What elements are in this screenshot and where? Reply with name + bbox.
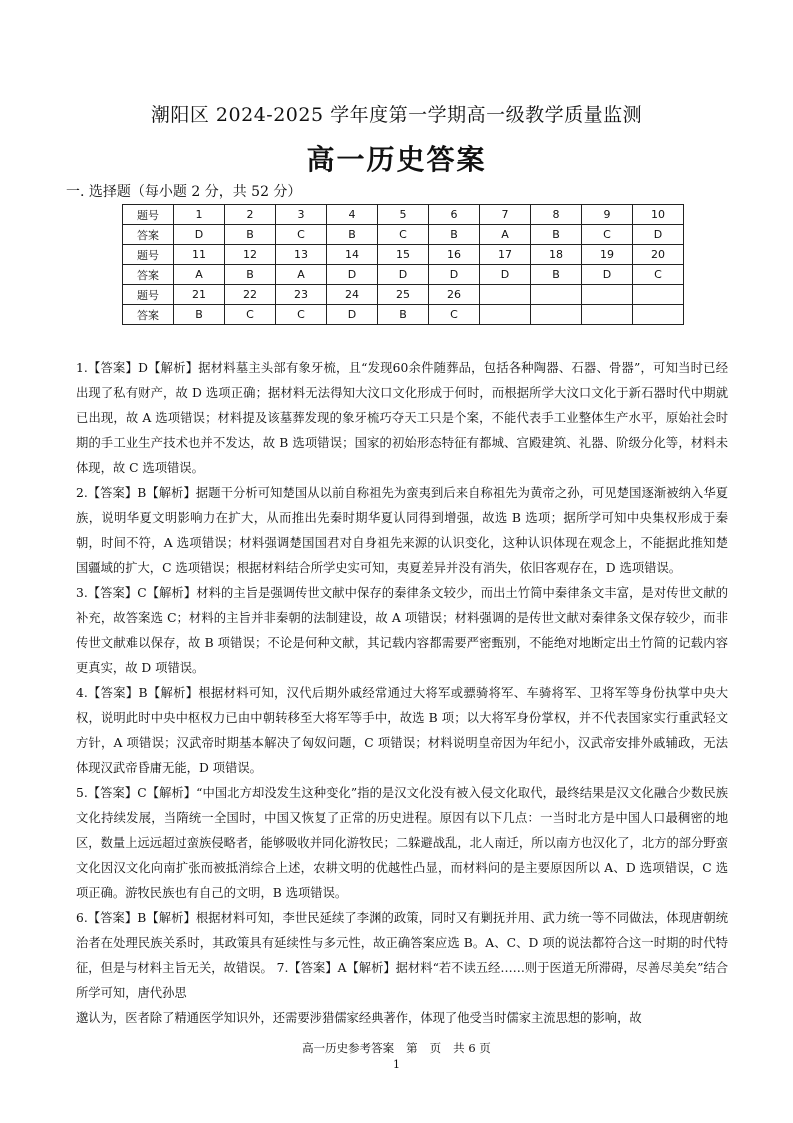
table-row [123,285,684,305]
question-number-cell: 10 [633,205,684,225]
question-label-cell: 题号 [123,205,174,225]
answer-table [122,204,684,325]
answer-cell: C [633,265,684,285]
question-number-cell: 26 [429,285,480,305]
question-number-cell: 15 [378,245,429,265]
footer-total: 共 6 页 [453,1041,491,1055]
question-number-cell [582,285,633,305]
answer-cell: D [174,225,225,245]
question-number-cell [480,285,531,305]
table-row [123,205,684,225]
question-number-cell: 9 [582,205,633,225]
document-subtitle: 高一历史答案 [306,143,487,176]
answer-cell: B [225,265,276,285]
answer-cell: D [327,305,378,325]
answer-cell: A [276,265,327,285]
question-label-cell: 题号 [123,285,174,305]
table-row [123,305,684,325]
explanation-paragraph: 6.【答案】B【解析】根据材料可知，李世民延续了李渊的政策，同时又有剿抚并用、武力统一等不同做法，体现唐朝统治者在处理民族关系时，其政策具有延续性与多元性，故正确答案应选 B。A、C、D 项的说法都符合这一时期的时代特征，但是与材料主旨无关，故错误。 7.【答案】A【解析】据材料“若不读五经……则于医道无所滞碍，尽善尽美矣”结合所学可知，唐代孙思 [76,911,728,1000]
answer-cell: D [582,265,633,285]
page-number: 1 [393,1058,400,1071]
footer-title: 高一历史参考答案 [302,1041,395,1055]
question-number-cell: 13 [276,245,327,265]
footer-di: 第 [406,1041,418,1055]
answer-cell: C [276,305,327,325]
explanation-paragraph: 5.【答案】C【解析】“中国北方却没发生这种变化”指的是汉文化没有被入侵文化取代，最终结果是汉文化融合少数民族文化持续发展，当隋统一全国时，中国又恢复了正常的历史进程。原因有以下几点：一当时北方是中国人口最稠密的地区，数量上远远超过蛮族侵略者，能够吸收并同化游牧民；二躲避战乱，北人南迁，所以南方也汉化了，北方的部分野蛮文化因汉文化向南扩张而被抵消综合上述，农耕文明的优越性凸显，而材料问的是主要原因所以 A、D 选项错误，C 选项正确。游牧民族也有自己的文明，B 选项错误。 [76,786,728,900]
answer-cell: D [429,265,480,285]
answer-cell: A [174,265,225,285]
answer-cell: C [378,225,429,245]
question-number-cell: 2 [225,205,276,225]
answer-cell: D [633,225,684,245]
page-footer [0,1040,793,1056]
answer-label-cell: 答案 [123,265,174,285]
answer-cell: B [174,305,225,325]
answer-cell: C [582,225,633,245]
question-number-cell: 20 [633,245,684,265]
question-number-cell: 23 [276,285,327,305]
footer-ye: 页 [429,1041,442,1055]
question-number-cell: 4 [327,205,378,225]
answer-cell [531,305,582,325]
question-number-cell: 25 [378,285,429,305]
table-row [123,225,684,245]
question-number-cell: 3 [276,205,327,225]
question-number-cell: 22 [225,285,276,305]
question-number-cell: 18 [531,245,582,265]
answer-cell [480,305,531,325]
explanation-paragraph: 1.【答案】D【解析】据材料墓主头部有象牙梳，且“发现60余件随葬品，包括各种陶器、石器、骨器”，可知当时已经出现了私有财产，故 D 选项正确；据材料无法得知大汶口文化形成于何时，而根据所学大汶口文化于新石器时代中期就已出现，故 A 选项错误；材料提及该墓葬发现的象牙梳巧夺天工只是个案，不能代表手工业整体生产水平，原始社会时期的手工业生产技术也并不发达，故 B 选项错误；国家的初始形态特征有都城、宫殿建筑、礼器、阶级分化等，材料未体现，故 C 选项错误。 [76,361,728,475]
answer-cell [633,305,684,325]
answer-cell: B [378,305,429,325]
question-number-cell: 7 [480,205,531,225]
answer-label-cell: 答案 [123,225,174,245]
answer-cell: A [480,225,531,245]
question-number-cell [633,285,684,305]
question-number-cell [531,285,582,305]
question-number-cell: 11 [174,245,225,265]
answer-cell: C [429,305,480,325]
question-number-cell: 14 [327,245,378,265]
explanations [76,356,728,1031]
answer-cell [582,305,633,325]
explanation-paragraph: 3.【答案】C【解析】材料的主旨是强调传世文献中保存的秦律条文较少，而出土竹简中秦律条文丰富，是对传世文献的补充，故答案选 C；材料的主旨并非秦朝的法制建设，故 A 项错误；材料强调的是传世文献对秦律条文保存较少，而非传世文献难以保存，故 B 项错误；不论是何种文献，其记载内容都需要严密甄别，不能绝对地断定出土竹简的记载内容更真实，故 D 项错误。 [76,586,728,675]
answer-cell: B [531,225,582,245]
question-number-cell: 12 [225,245,276,265]
question-number-cell: 5 [378,205,429,225]
answer-cell: D [480,265,531,285]
question-label-cell: 题号 [123,245,174,265]
question-number-cell: 16 [429,245,480,265]
question-number-cell: 1 [174,205,225,225]
answer-cell: B [531,265,582,285]
table-row [123,245,684,265]
answer-cell: C [276,225,327,245]
question-number-cell: 21 [174,285,225,305]
answer-cell: B [327,225,378,245]
answer-cell: C [225,305,276,325]
document-title: 潮阳区 2024-2025 学年度第一学期高一级教学质量监测 [150,104,643,126]
question-number-cell: 8 [531,205,582,225]
explanation-paragraph: 2.【答案】B【解析】据题干分析可知楚国从以前自称祖先为蛮夷到后来自称祖先为黄帝之孙，可见楚国逐渐被纳入华夏族，说明华夏文明影响力在扩大，从而推出先秦时期华夏认同得到增强，故选 B 选项；据所学可知中央集权形成于秦朝，时间不符，A 选项错误；材料强调楚国国君对自身祖先来源的认识变化，这种认识体现在观念上，不能据此推知楚国疆域的扩大，C 选项错误；根据材料结合所学史实可知，夷夏差异并没有消失，依旧客观存在，D 选项错误。 [76,486,728,575]
answer-cell: B [429,225,480,245]
question-number-cell: 19 [582,245,633,265]
answer-cell: B [225,225,276,245]
table-row [123,265,684,285]
question-number-cell: 6 [429,205,480,225]
answer-label-cell: 答案 [123,305,174,325]
answer-cell: D [327,265,378,285]
explanation-paragraph: 4.【答案】B【解析】根据材料可知，汉代后期外戚经常通过大将军或骠骑将军、车骑将军、卫将军等身份执掌中央大权，说明此时中央中枢权力已由中朝转移至大将军等手中，故选 B 项；以大将军身份掌权，并不代表国家实行重武轻文方针，A 项错误；汉武帝时期基本解决了匈奴问题，C 项错误；材料说明皇帝因为年纪小，汉武帝安排外戚辅政，无法体现汉武帝昏庸无能，D 项错误。 [76,686,728,775]
answer-cell: D [378,265,429,285]
section-heading: 一. 选择题（每小题 2 分，共 52 分） [66,184,302,200]
question-number-cell: 24 [327,285,378,305]
explanation-paragraph: 邈认为，医者除了精通医学知识外，还需要涉猎儒家经典著作，体现了他受当时儒家主流思想的影响，故 [76,1011,642,1025]
question-number-cell: 17 [480,245,531,265]
